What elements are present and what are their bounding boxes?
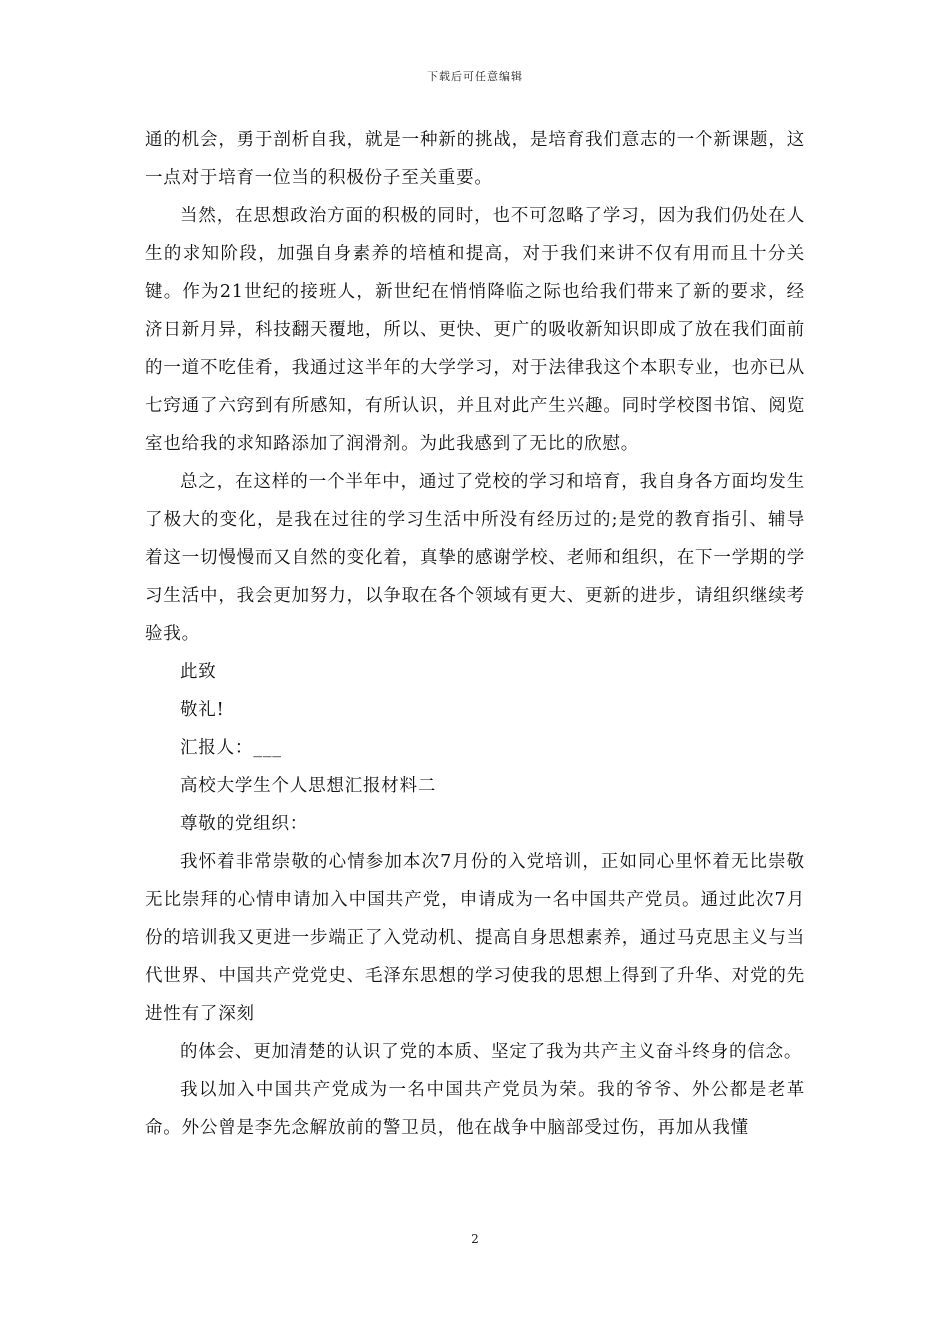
paragraph: 通的机会，勇于剖析自我，就是一种新的挑战，是培育我们意志的一个新课题，这一点对于培育一位当的积极份子至关重要。 [145, 130, 805, 188]
salutation-line: 敬礼! [180, 700, 225, 720]
paragraph: 当然，在思想政治方面的积极的同时，也不可忽略了学习，因为我们仍处在人生的求知阶段，加强自身素养的培植和提高，对于我们来讲不仅有用而且十分关键。作为21世纪的接班人，新世纪在悄悄降临之际也给我们带来了新的要求，经济日新月异，科技翻天覆地，所以、更快、更广的吸收新知识即成了放在我们面前的一道不吃佳肴，我通过这半年的大学学习，对于法律我这个本职专业，也亦已从七窍通了六窍到有所感知，有所认识，并且对此产生兴趣。同时学校图书馆、阅览室也给我的求知路添加了润滑剂。为此我感到了无比的欣慰。 [145, 206, 805, 454]
body-text [145, 121, 805, 1147]
section-title: 高校大学生个人思想汇报材料二 [180, 776, 437, 796]
page-header: 下载后可任意编辑 [427, 70, 523, 83]
salutation-line: 此致 [180, 662, 217, 682]
paragraph: 我怀着非常崇敬的心情参加本次7月份的入党培训，正如同心里怀着无比崇敬无比崇拜的心情申请加入中国共产党，申请成为一名中国共产党员。通过此次7月份的培训我又更进一步端正了入党动机、提高自身思想素养，通过马克思主义与当代世界、中国共产党党史、毛泽东思想的学习使我的思想上得到了升华、对党的先进性有了深刻 [145, 852, 805, 1024]
greeting-line: 尊敬的党组织： [180, 814, 309, 834]
paragraph: 总之，在这样的一个半年中，通过了党校的学习和培育，我自身各方面均发生了极大的变化，是我在过往的学习生活中所没有经历过的;是党的教育指引、辅导着这一切慢慢而又自然的变化着，真挚的感谢学校、老师和组织，在下一学期的学习生活中，我会更加努力，以争取在各个领域有更大、更新的进步，请组织继续考验我。 [145, 472, 805, 644]
page-number: 2 [471, 1232, 479, 1246]
paragraph: 的体会、更加清楚的认识了党的本质、坚定了我为共产主义奋斗终身的信念。 [180, 1042, 803, 1062]
paragraph: 我以加入中国共产党成为一名中国共产党员为荣。我的爷爷、外公都是老革命。外公曾是李先念解放前的警卫员，他在战争中脑部受过伤，再加从我懂 [145, 1080, 805, 1138]
reporter-line: 汇报人：___ [180, 738, 282, 758]
